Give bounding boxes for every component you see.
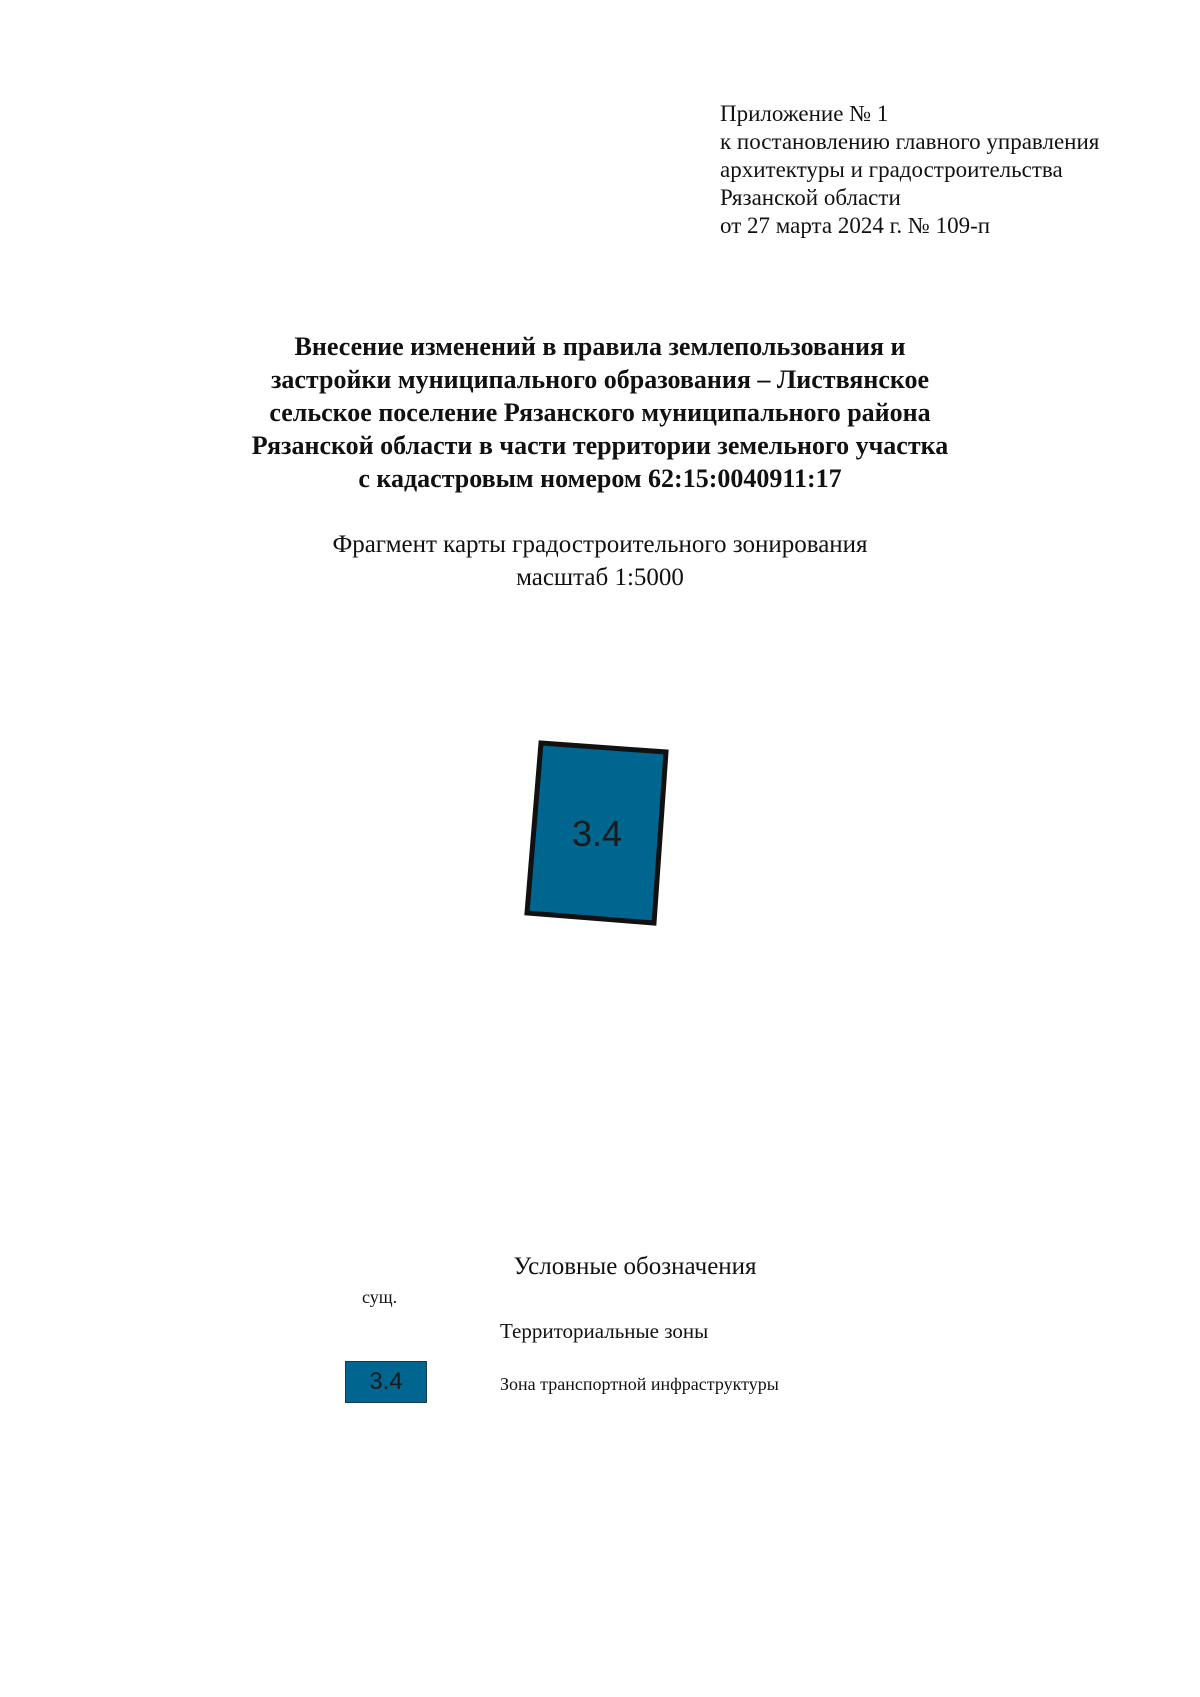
appendix-line: к постановлению главного управления bbox=[720, 129, 1100, 154]
title-line: сельское поселение Рязанского муниципального района bbox=[269, 398, 931, 427]
appendix-line: от 27 марта 2024 г. № 109-п bbox=[720, 213, 991, 238]
legend-title: Условные обозначения bbox=[513, 1253, 757, 1280]
appendix-line: Рязанской области bbox=[720, 185, 901, 210]
parcel-zone-label: 3.4 bbox=[571, 813, 623, 854]
legend-group-title: Территориальные зоны bbox=[500, 1319, 709, 1343]
legend-label-transport-zone: Зона транспортной инфраструктуры bbox=[500, 1374, 779, 1394]
subtitle-line: Фрагмент карты градостроительного зонирования bbox=[332, 531, 868, 558]
title-line: застройки муниципального образования – Листвянское bbox=[270, 365, 930, 394]
title-line: Рязанской области в части территории земельного участка bbox=[251, 431, 949, 460]
appendix-line: архитектуры и градостроительства bbox=[720, 157, 1063, 182]
subtitle-line: масштаб 1:5000 bbox=[516, 564, 684, 591]
title-line: с кадастровым номером 62:15:0040911:17 bbox=[358, 464, 842, 493]
title-line: Внесение изменений в правила землепользования и bbox=[294, 332, 906, 361]
legend-swatch-transport-zone: 3.4 bbox=[345, 1361, 427, 1403]
legend-status-note: сущ. bbox=[362, 1287, 398, 1307]
appendix-line: Приложение № 1 bbox=[720, 101, 889, 126]
